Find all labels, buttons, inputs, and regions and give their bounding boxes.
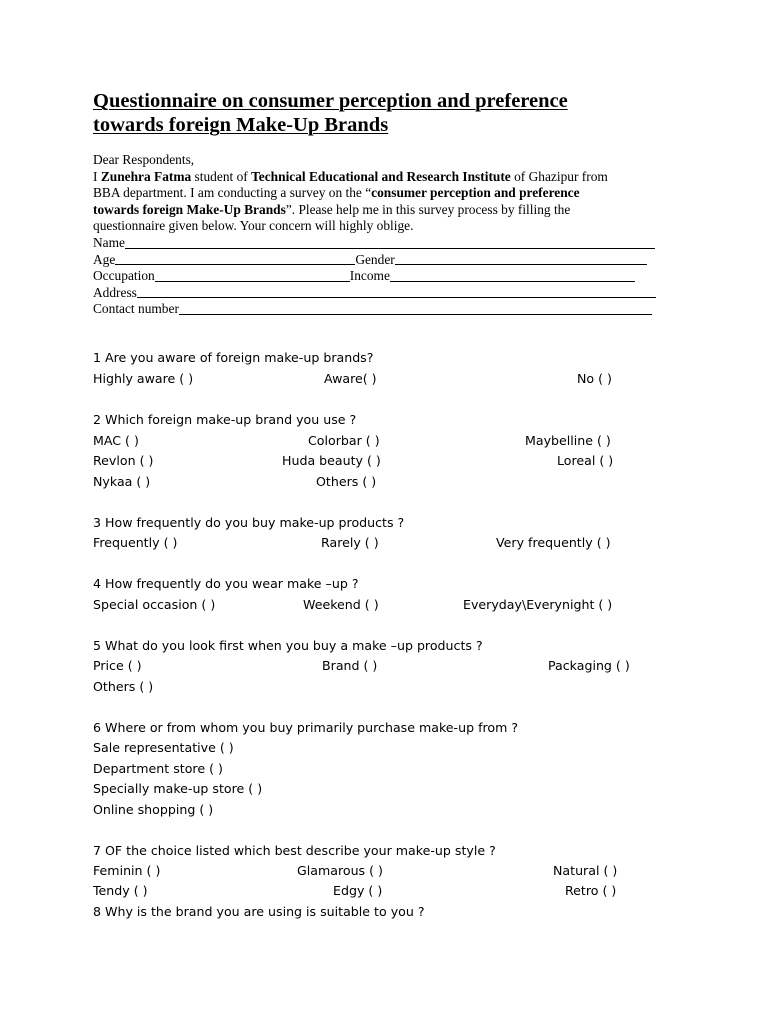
question-3: 3 How frequently do you buy make-up products ? bbox=[93, 515, 405, 530]
q7-option-glamarous[interactable]: Glamarous ( ) bbox=[297, 863, 383, 878]
question-7: 7 OF the choice listed which best describe your make-up style ? bbox=[93, 843, 496, 858]
income-blank[interactable] bbox=[390, 270, 635, 282]
income-label: Income bbox=[349, 268, 390, 284]
address-label: Address bbox=[93, 284, 137, 300]
age-blank[interactable] bbox=[115, 253, 355, 265]
q1-option-no[interactable]: No ( ) bbox=[577, 371, 612, 386]
q4-option-special-occasion[interactable]: Special occasion ( ) bbox=[93, 597, 216, 612]
intro-line-2 bbox=[93, 185, 673, 202]
institute-name: Technical Educational and Research Institute bbox=[251, 168, 511, 184]
contact-label: Contact number bbox=[93, 301, 179, 317]
intro-line-3 bbox=[93, 202, 673, 219]
q2-option-huda-beauty[interactable]: Huda beauty ( ) bbox=[282, 453, 381, 468]
question-5: 5 What do you look first when you buy a make –up products ? bbox=[93, 638, 483, 653]
q5-option-price[interactable]: Price ( ) bbox=[93, 658, 142, 673]
q6-option-specially-makeup-store[interactable]: Specially make-up store ( ) bbox=[93, 781, 263, 796]
intro-text: ”. Please help me in this survey process by filling the bbox=[285, 201, 571, 217]
q6-option-department-store[interactable]: Department store ( ) bbox=[93, 761, 223, 776]
survey-topic: consumer perception and preference bbox=[371, 185, 580, 201]
student-name: Zunehra Fatma bbox=[100, 168, 192, 184]
document-title bbox=[93, 89, 693, 137]
intro-text: student of bbox=[191, 168, 252, 184]
intro-text: BBA department. I am conducting a survey on the “ bbox=[93, 185, 372, 201]
q2-option-others[interactable]: Others ( ) bbox=[316, 474, 377, 489]
q7-option-edgy[interactable]: Edgy ( ) bbox=[333, 883, 383, 898]
name-label: Name bbox=[93, 234, 125, 250]
q3-option-rarely[interactable]: Rarely ( ) bbox=[321, 535, 379, 550]
name-blank[interactable] bbox=[125, 237, 655, 249]
title-line-2: towards foreign Make-Up Brands bbox=[93, 114, 389, 136]
intro-line-4: questionnaire given below. Your concern will highly oblige. bbox=[93, 218, 414, 234]
occupation-income-field[interactable] bbox=[93, 268, 673, 285]
q7-option-feminin[interactable]: Feminin ( ) bbox=[93, 863, 161, 878]
q2-option-mac[interactable]: MAC ( ) bbox=[93, 433, 139, 448]
q7-option-retro[interactable]: Retro ( ) bbox=[565, 883, 617, 898]
q2-option-colorbar[interactable]: Colorbar ( ) bbox=[308, 433, 380, 448]
intro-section bbox=[93, 152, 673, 318]
contact-field[interactable] bbox=[93, 301, 673, 318]
q6-option-online-shopping[interactable]: Online shopping ( ) bbox=[93, 802, 214, 817]
survey-topic: towards foreign Make-Up Brands bbox=[93, 201, 286, 217]
q1-option-highly-aware[interactable]: Highly aware ( ) bbox=[93, 371, 194, 386]
q1-option-aware[interactable]: Aware( ) bbox=[324, 371, 377, 386]
q3-option-very-frequently[interactable]: Very frequently ( ) bbox=[496, 535, 611, 550]
q4-option-everyday[interactable]: Everyday\Everynight ( ) bbox=[463, 597, 613, 612]
contact-blank[interactable] bbox=[179, 303, 652, 315]
question-6: 6 Where or from whom you buy primarily purchase make-up from ? bbox=[93, 720, 519, 735]
q2-option-nykaa[interactable]: Nykaa ( ) bbox=[93, 474, 151, 489]
gender-label: Gender bbox=[355, 251, 395, 267]
q2-option-maybelline[interactable]: Maybelline ( ) bbox=[525, 433, 611, 448]
question-8: 8 Why is the brand you are using is suitable to you ? bbox=[93, 904, 425, 919]
q2-option-loreal[interactable]: Loreal ( ) bbox=[557, 453, 614, 468]
address-blank[interactable] bbox=[137, 286, 656, 298]
gender-blank[interactable] bbox=[395, 253, 647, 265]
question-4: 4 How frequently do you wear make –up ? bbox=[93, 576, 359, 591]
q5-option-packaging[interactable]: Packaging ( ) bbox=[548, 658, 630, 673]
age-label: Age bbox=[93, 251, 116, 267]
question-1: 1 Are you aware of foreign make-up brands? bbox=[93, 350, 374, 365]
q2-option-revlon[interactable]: Revlon ( ) bbox=[93, 453, 154, 468]
q4-option-weekend[interactable]: Weekend ( ) bbox=[303, 597, 379, 612]
greeting: Dear Respondents, bbox=[93, 152, 195, 167]
age-gender-field[interactable] bbox=[93, 252, 673, 269]
address-field[interactable] bbox=[93, 285, 673, 302]
q5-option-others[interactable]: Others ( ) bbox=[93, 679, 154, 694]
q7-option-natural[interactable]: Natural ( ) bbox=[553, 863, 618, 878]
q5-option-brand[interactable]: Brand ( ) bbox=[322, 658, 378, 673]
q6-option-sale-representative[interactable]: Sale representative ( ) bbox=[93, 740, 234, 755]
q3-option-frequently[interactable]: Frequently ( ) bbox=[93, 535, 178, 550]
intro-text: of Ghazipur from bbox=[510, 168, 608, 184]
question-2: 2 Which foreign make-up brand you use ? bbox=[93, 412, 357, 427]
occupation-blank[interactable] bbox=[155, 270, 350, 282]
intro-text: I bbox=[93, 168, 101, 184]
name-field[interactable] bbox=[93, 235, 673, 252]
q7-option-tendy[interactable]: Tendy ( ) bbox=[93, 883, 148, 898]
title-line-1: Questionnaire on consumer perception and preference bbox=[93, 90, 568, 112]
intro-line-1 bbox=[93, 169, 673, 186]
occupation-label: Occupation bbox=[93, 268, 155, 284]
